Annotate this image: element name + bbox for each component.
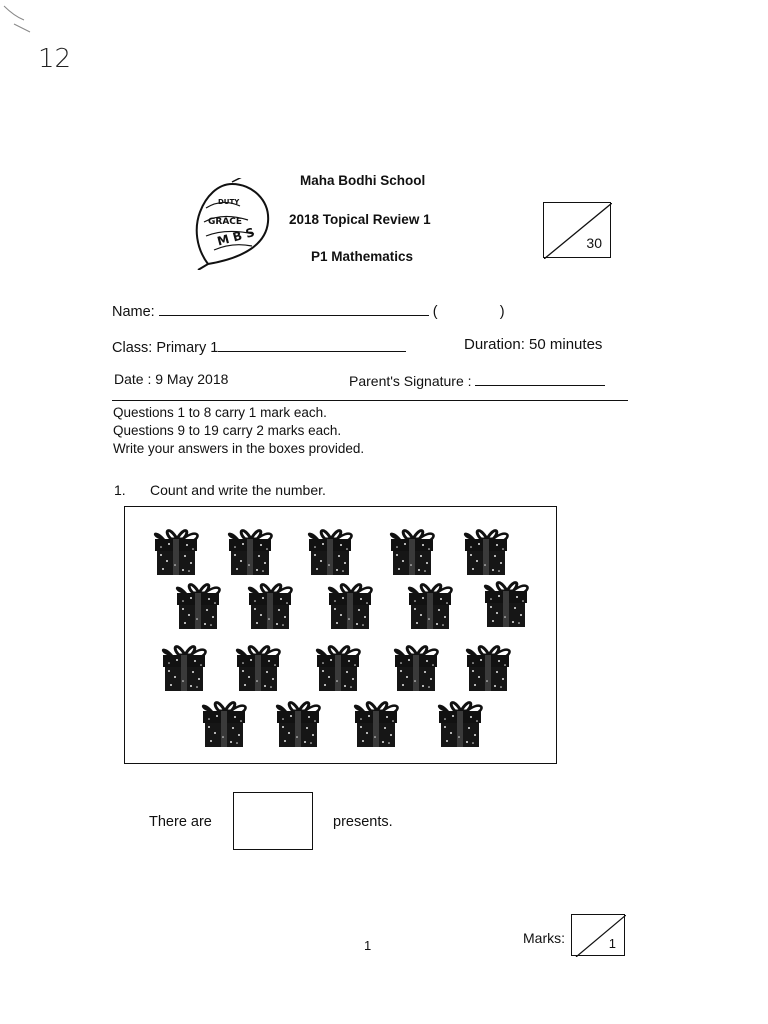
gift-icon [301, 525, 359, 577]
presents-picture-frame [124, 506, 557, 764]
question-number: 1. [114, 482, 126, 498]
gift-icon [477, 577, 535, 629]
class-label: Class: Primary 1 [112, 340, 219, 356]
name-label: Name: [112, 304, 155, 320]
index-paren-close: ) [499, 304, 505, 320]
gift-icon [155, 641, 213, 693]
gift-icon [347, 697, 405, 749]
gift-icon [241, 579, 299, 631]
gift-icon [195, 697, 253, 749]
name-field-row [112, 301, 505, 320]
index-paren-open: ( [432, 304, 438, 320]
class-field-row [112, 337, 406, 356]
parent-signature-line[interactable] [475, 371, 605, 386]
gift-icon [229, 641, 287, 693]
gift-icon [309, 641, 367, 693]
date-text: Date : 9 May 2018 [114, 371, 229, 387]
name-input-line[interactable] [159, 301, 429, 316]
scan-mark [0, 0, 60, 40]
handwritten-page-note: 12 [38, 44, 72, 74]
question-text: Count and write the number. [150, 482, 326, 498]
class-input-line[interactable] [218, 337, 406, 352]
gift-icon [169, 579, 227, 631]
marks-diagonal [572, 915, 626, 957]
svg-text:M B S: M B S [215, 225, 257, 249]
instruction-3: Write your answers in the boxes provided. [113, 441, 365, 456]
score-total: 30 [586, 235, 602, 251]
gift-icon [457, 525, 515, 577]
page-number: 1 [364, 938, 372, 953]
answer-suffix: presents. [333, 814, 393, 830]
header-divider [112, 400, 628, 401]
instruction-1: Questions 1 to 8 carry 1 mark each. [113, 405, 327, 420]
gift-icon [387, 641, 445, 693]
svg-text:GRACE: GRACE [208, 217, 243, 227]
gift-icon [401, 579, 459, 631]
total-score-box [543, 202, 611, 258]
gift-icon [383, 525, 441, 577]
subject-title: P1 Mathematics [311, 249, 414, 264]
marks-box [571, 914, 625, 956]
school-logo [192, 178, 272, 270]
exam-title: 2018 Topical Review 1 [289, 212, 431, 227]
instruction-2: Questions 9 to 19 carry 2 marks each. [113, 423, 342, 438]
marks-total: 1 [608, 936, 616, 951]
gift-icon [459, 641, 517, 693]
parent-signature-label: Parent's Signature : [349, 373, 472, 389]
parent-signature-row [349, 371, 605, 389]
gift-icon [221, 525, 279, 577]
gift-icon [321, 579, 379, 631]
marks-label: Marks: [523, 930, 565, 946]
school-name: Maha Bodhi School [300, 173, 426, 188]
duration-text: Duration: 50 minutes [464, 336, 603, 353]
answer-box[interactable] [233, 792, 313, 850]
svg-text:DUTY: DUTY [218, 198, 240, 206]
gift-icon [269, 697, 327, 749]
gift-icon [431, 697, 489, 749]
gift-icon [147, 525, 205, 577]
answer-prefix: There are [149, 814, 212, 830]
